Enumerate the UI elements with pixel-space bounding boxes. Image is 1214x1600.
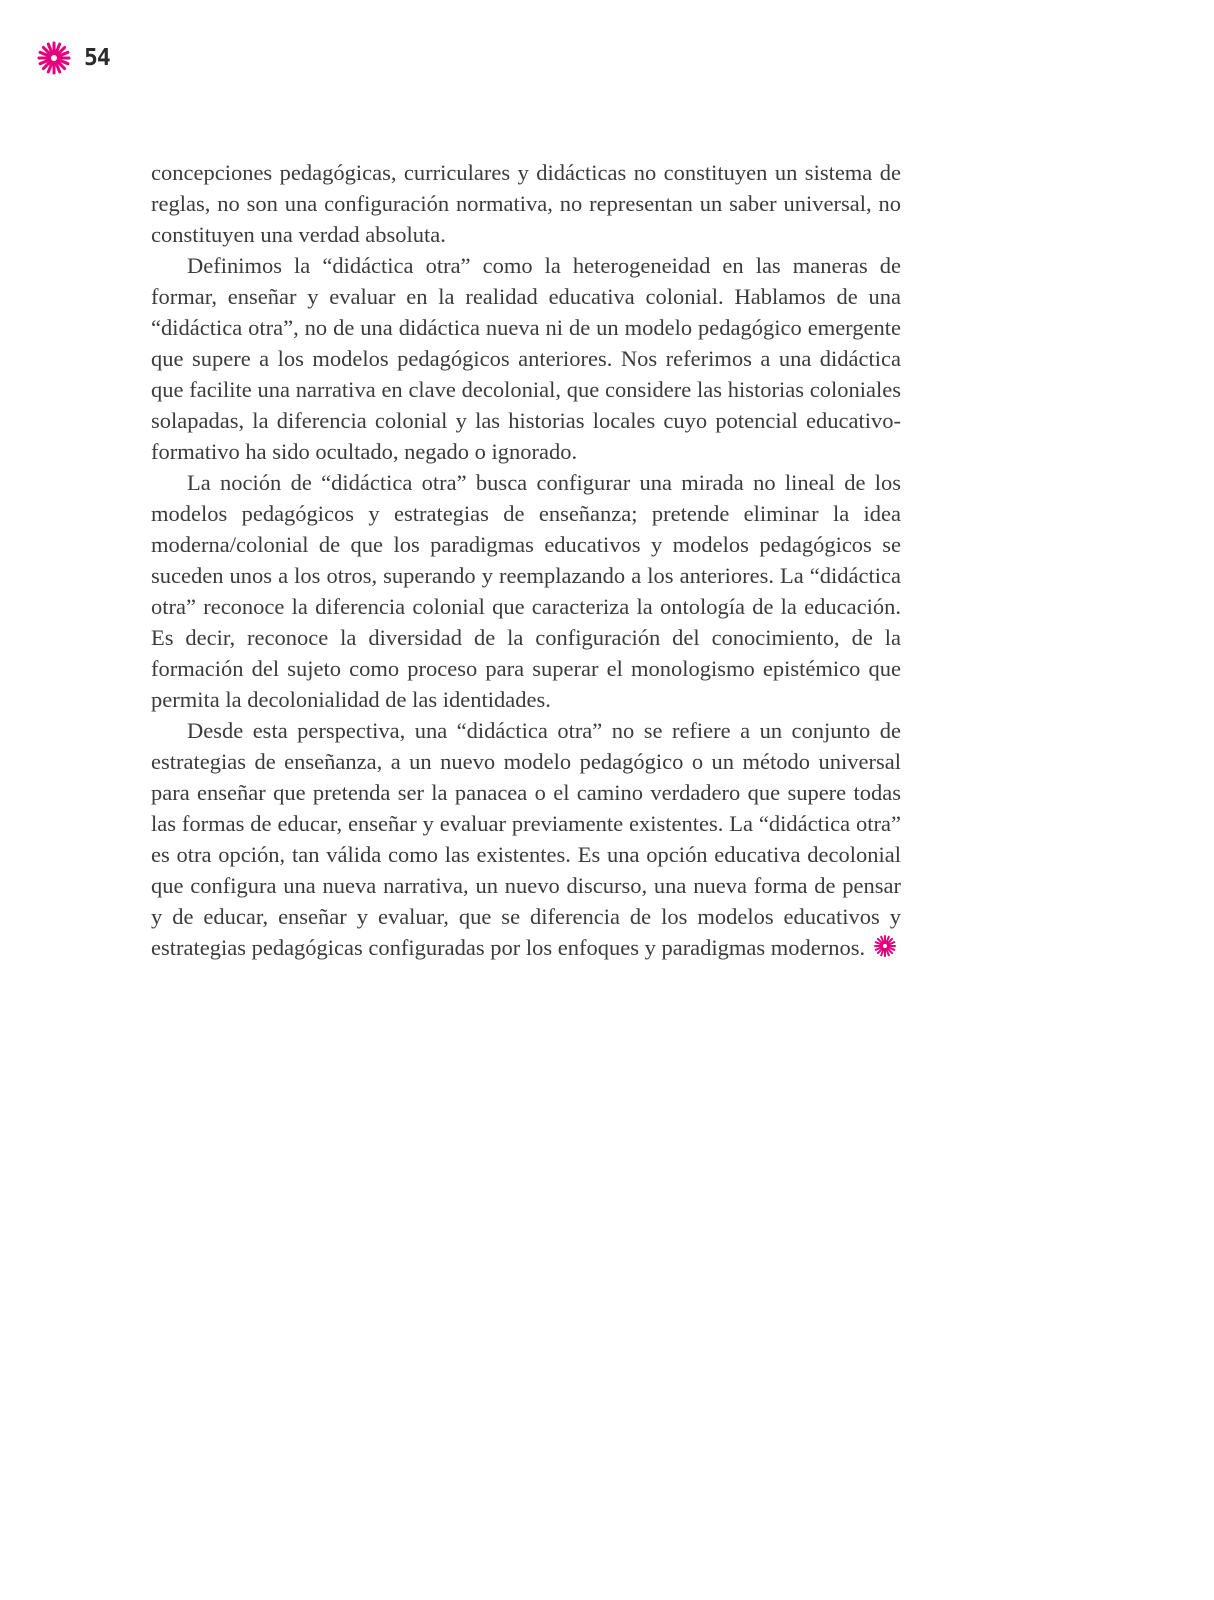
end-asterisk-icon <box>873 934 897 958</box>
page-header <box>36 40 110 76</box>
paragraph: Definimos la “didáctica otra” como la heterogeneidad en las maneras de formar, enseñar y evaluar en la realidad educativa colonial. Hablamos de una “didáctica otra”, no de una didáctica nueva ni de un modelo pedagógico emergente que supere a los modelos pedagógicos anteriores. Nos referimos a una didáctica que facilite una narrativa en clave decolonial, que considere las historias coloniales solapadas, la diferencia colonial y las historias locales cuyo potencial educativo-formativo ha sido ocultado, negado o ignorado. <box>151 253 901 464</box>
paragraph: La noción de “didáctica otra” busca configurar una mirada no lineal de los modelos pedagógicos y estrategias de enseñanza; pretende eliminar la idea moderna/colonial de que los paradigmas educativos y modelos pedagógicos se suceden unos a los otros, superando y reemplazando a los anteriores. La “didáctica otra” reconoce la diferencia colonial que caracteriza la ontología de la educación. Es decir, reconoce la diversidad de la configuración del conocimiento, de la formación del sujeto como proceso para superar el monologismo epistémico que permita la decolonialidad de las identidades. <box>151 470 901 712</box>
paragraph-continuation: concepciones pedagógicas, curriculares y didácticas no constituyen un sistema de reglas, no son una configuración normativa, no representan un saber universal, no constituyen una verdad absoluta. <box>151 160 901 247</box>
asterisk-flower-icon <box>36 40 72 76</box>
paragraph-text: Desde esta perspectiva, una “didáctica otra” no se refiere a un conjunto de estrategias de enseñanza, a un nuevo modelo pedagógico o un método universal para enseñar que pretenda ser la panacea o el camino verdadero que supere todas las formas de educar, enseñar y evaluar previamente existentes. La “didáctica otra” es otra opción, tan válida como las existentes. Es una opción educativa decolonial que configura una nueva narrativa, un nuevo discurso, una nueva forma de pensar y de educar, enseñar y evaluar, que se diferencia de los modelos educativos y estrategias pedagógicas configuradas por los enfoques y paradigmas modernos. <box>151 718 901 960</box>
page-number: 54 <box>84 45 110 71</box>
body-text <box>151 157 901 963</box>
paragraph-last <box>151 715 901 963</box>
